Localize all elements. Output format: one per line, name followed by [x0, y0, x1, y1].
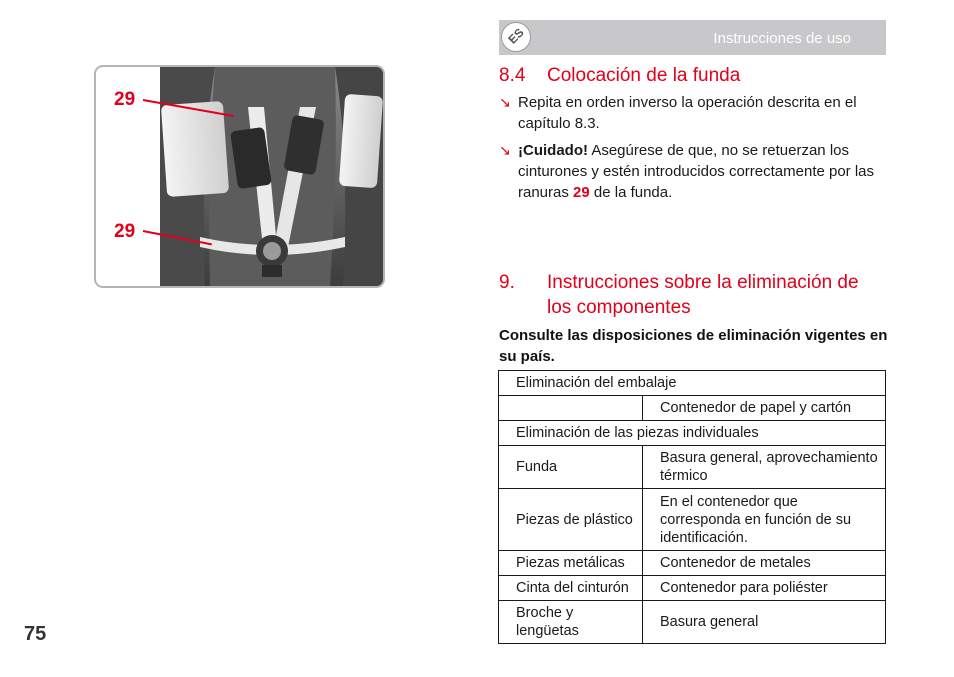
table-row: [499, 576, 886, 601]
bullet-text: [499, 140, 889, 203]
table-cell: Eliminación del embalaje: [499, 371, 886, 396]
page-number: 75: [24, 623, 47, 645]
table-cell: Piezas de plástico: [499, 489, 643, 551]
table-cell: Basura general, aprovechamiento térmico: [643, 446, 886, 489]
table-row: [499, 421, 886, 446]
language-code: ES: [505, 25, 527, 47]
table-cell: [499, 396, 643, 421]
car-seat-harness-photo: [160, 67, 385, 286]
table-cell: En el contenedor que corresponda en función de su identificación.: [643, 489, 886, 551]
slot-reference: 29: [573, 184, 590, 201]
section-number: 9.: [499, 272, 515, 293]
table-cell: Broche y lengüetas: [499, 601, 643, 644]
table-row: [499, 489, 886, 551]
table-row: [499, 396, 886, 421]
table-row: [499, 551, 886, 576]
disposal-intro: Consulte las disposiciones de eliminación vigentes en su país.: [499, 327, 888, 365]
section-title: Colocación de la funda: [547, 65, 741, 86]
bullet-item-2: [499, 140, 889, 203]
car-seat-illustration: [160, 67, 385, 286]
callout-29-top: 29: [114, 89, 136, 110]
warning-label: ¡Cuidado!: [518, 142, 588, 159]
arrow-icon: ↘: [499, 94, 511, 110]
section-9-heading: [499, 270, 889, 320]
warning-text-a: Asegúrese de que, no se retuerzan los cinturones y estén introducidos correctamente por las ranuras: [518, 142, 875, 201]
table-cell: Funda: [499, 446, 643, 489]
table-row: [499, 601, 886, 644]
table-cell: Contenedor para poliéster: [643, 576, 886, 601]
warning-text-b: de la funda.: [589, 184, 673, 201]
table-cell: Cinta del cinturón: [499, 576, 643, 601]
section-title-line2: los componentes: [547, 297, 691, 318]
header-title: Instrucciones de uso: [713, 30, 851, 47]
table-row: [499, 371, 886, 396]
bullet-text: Repita en orden inverso la operación descrita en el capítulo 8.3.: [518, 94, 857, 132]
table-cell: Basura general: [643, 601, 886, 644]
header-bar: [499, 20, 886, 55]
figure-frame: [94, 65, 385, 288]
bullet-item-1: [499, 92, 889, 134]
section-8-4-heading: [499, 63, 740, 88]
callout-29-bottom: 29: [114, 221, 136, 242]
table-cell: Eliminación de las piezas individuales: [499, 421, 886, 446]
arrow-icon: ↘: [499, 142, 511, 158]
section-number: 8.4: [499, 65, 526, 86]
language-badge: [499, 20, 533, 55]
table-cell: Contenedor de papel y cartón: [643, 396, 886, 421]
table-cell: Piezas metálicas: [499, 551, 643, 576]
disposal-table: [498, 370, 886, 644]
section-title-line1: Instrucciones sobre la eliminación de: [547, 272, 859, 293]
table-cell: Contenedor de metales: [643, 551, 886, 576]
table-row: [499, 446, 886, 489]
